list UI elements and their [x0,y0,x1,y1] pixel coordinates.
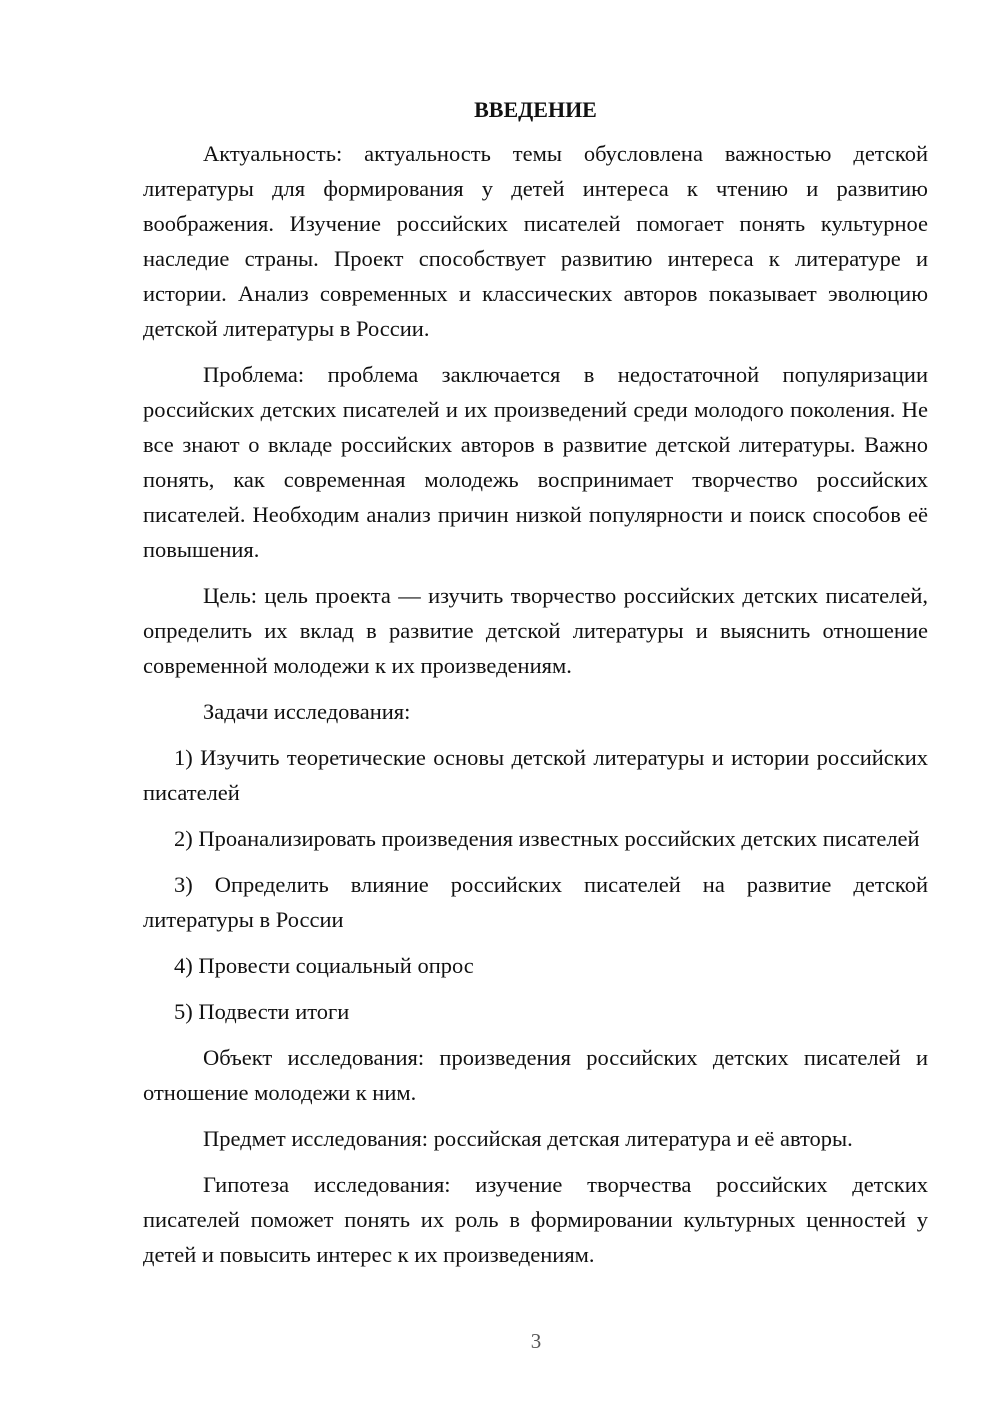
subject-paragraph: Предмет исследования: российская детская литература и её авторы. [203,1126,853,1151]
task-item: 5) Подвести итоги [174,999,350,1024]
task-item: 3) Определить влияние российских писателей на развитие детской литературы в России [143,872,928,932]
task-item: 2) Проанализировать произведения известных российских детских писателей [174,826,920,851]
section-title: ВВЕДЕНИЕ [474,97,597,122]
object-paragraph: Объект исследования: произведения российских детских писателей и отношение молодежи к ним. [143,1045,928,1105]
problem-paragraph: Проблема: проблема заключается в недостаточной популяризации российских детских писателей и их произведений среди молодого поколения. Не все знают о вкладе российских авторов в развитие детской литературы. Важно понять, как современная молодежь воспринимает творчество российских писателей. Необходим анализ причин низкой популярности и поиск способов её повышения. [143,362,928,562]
task-item: 1) Изучить теоретические основы детской литературы и истории российских писателей [143,745,928,805]
hypothesis-paragraph: Гипотеза исследования: изучение творчества российских детских писателей поможет понять их роль в формировании культурных ценностей у детей и повысить интерес к их произведениям. [143,1172,928,1267]
goal-paragraph: Цель: цель проекта — изучить творчество российских детских писателей, определить их вклад в развитие детской литературы и выяснить отношение современной молодежи к их произведениям. [143,583,928,678]
relevance-paragraph: Актуальность: актуальность темы обусловлена важностью детской литературы для формирования у детей интереса к чтению и развитию воображения. Изучение российских писателей помогает понять культурное наследие страны. Проект способствует развитию интереса к литературе и истории. Анализ современных и классических авторов показывает эволюцию детской литературы в России. [143,141,928,341]
page-number: 3 [530,1329,542,1353]
task-item: 4) Провести социальный опрос [174,953,474,978]
document-page [143,92,928,1283]
tasks-heading: Задачи исследования: [203,699,411,724]
